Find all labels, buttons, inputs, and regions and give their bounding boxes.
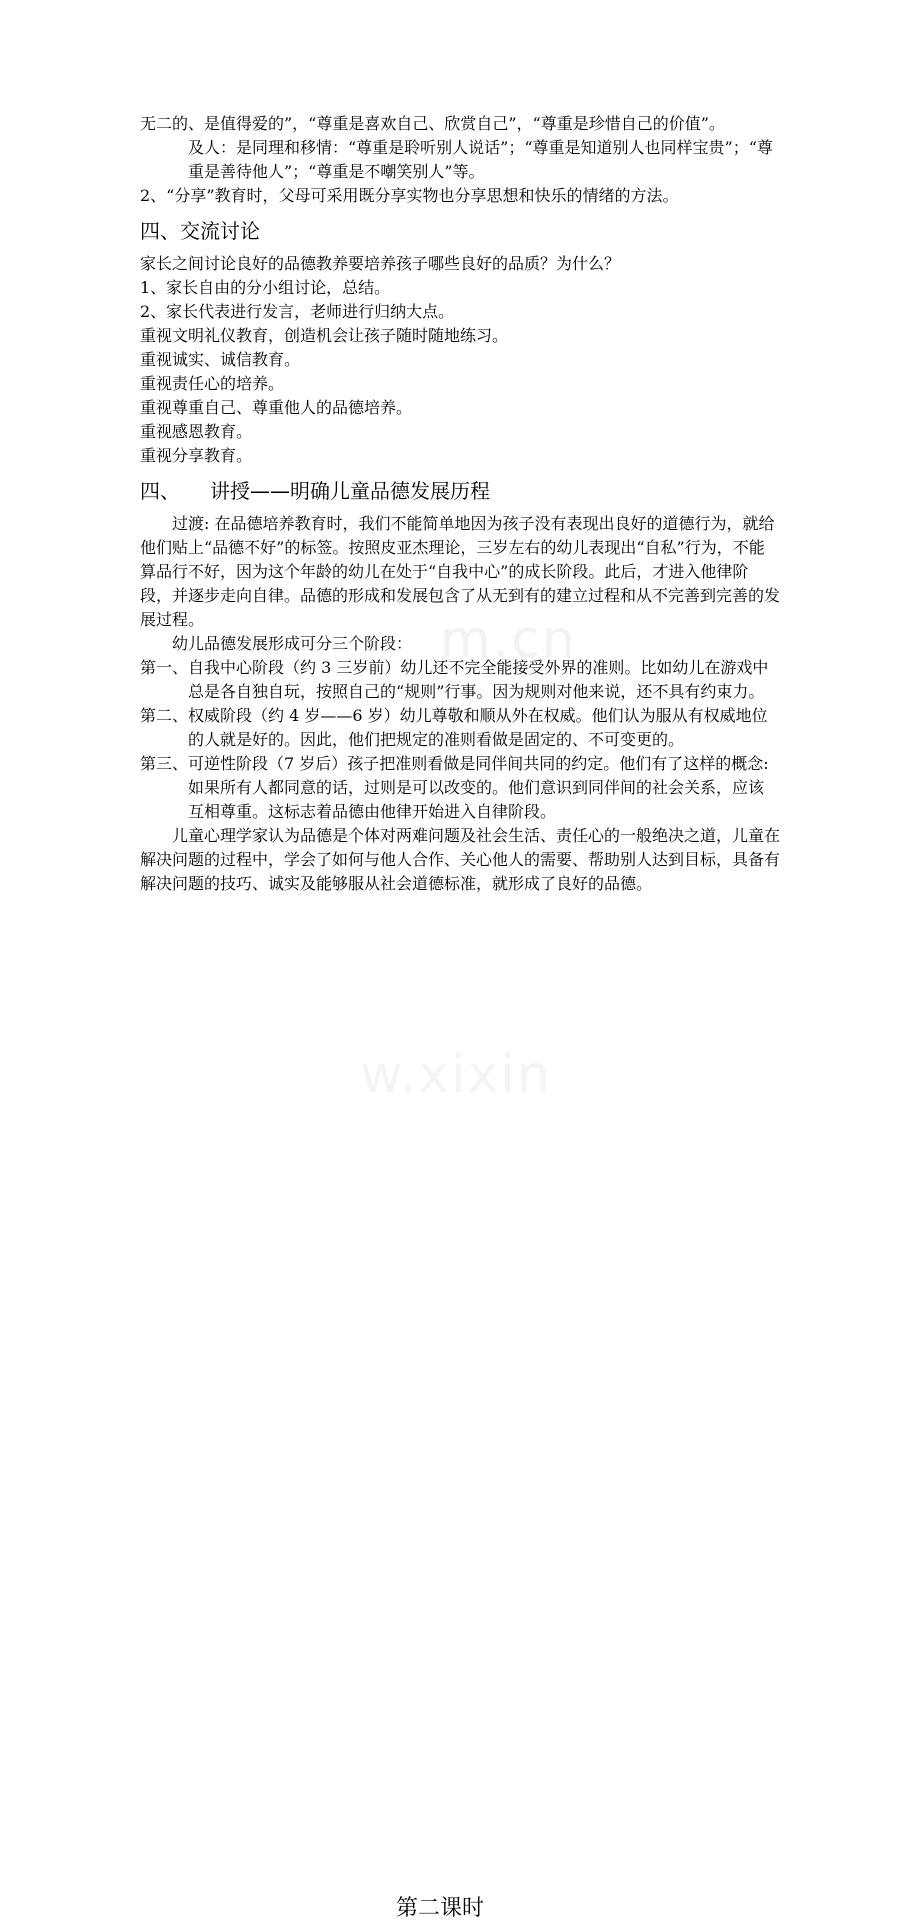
stage-1-label: 第一、: [140, 658, 189, 677]
document-content: [140, 112, 780, 896]
paragraph-sharing: 2、“分享”教育时，父母可采用既分享实物也分享思想和快乐的情绪的方法。: [140, 186, 679, 205]
section-heading-lecture-number: 四、: [140, 479, 180, 503]
paragraph-stages-intro: 幼儿品德发展形成可分三个阶段：: [172, 634, 413, 653]
paragraph-conclusion: 儿童心理学家认为品德是个体对两难问题及社会生活、责任心的一般绝决之道，儿童在解决问题的过程中，学会了如何与他人合作、关心他人的需要、帮助别人达到目标，具备有解决问题的技巧、诚实及能够服从社会道德标准，就形成了良好的品德。: [140, 826, 781, 893]
discussion-step-1: 1、家长自由的分小组讨论，总结。: [140, 278, 391, 297]
point-respect: 重视尊重自己、尊重他人的品德培养。: [140, 398, 413, 417]
paragraph-respect-self: 无二的、是值得爱的”，“尊重是喜欢自己、欣赏自己”，“尊重是珍惜自己的价值”。: [140, 114, 725, 133]
section-heading-lecture: [140, 476, 780, 506]
paragraph-transition: 过渡: 在品德培养教育时，我们不能简单地因为孩子没有表现出良好的道德行为，就给他们贴上“品德不好”的标签。按照皮亚杰理论，三岁左右的幼儿表现出“自私”行为，不能算品行不好，因为这个年龄的幼儿在处于“自我中心”的成长阶段。此后，才进入他律阶段，并逐步走向自律。品德的形成和发展包含了从无到有的建立过程和从不完善到完善的发展过程。: [140, 514, 781, 629]
stage-3: [140, 752, 780, 824]
section-heading-lecture-text: 讲授——明确儿童品德发展历程: [210, 479, 490, 503]
discussion-step-2: 2、家长代表进行发言，老师进行归纳大点。: [140, 302, 455, 321]
discussion-question: 家长之间讨论良好的品德教养要培养孩子哪些良好的品质？为什么？: [140, 254, 621, 273]
stage-3-label: 第三、: [140, 754, 189, 773]
point-responsibility: 重视责任心的培养。: [140, 374, 285, 393]
stage-2-label: 第二、: [140, 706, 189, 725]
point-honesty: 重视诚实、诚信教育。: [140, 350, 301, 369]
paragraph-respect-others: 及人：是同理和移情：“尊重是聆听别人说话”；“尊重是知道别人也同样宝贵”；“尊重是善待他人”；“尊重是不嘲笑别人”等。: [188, 138, 773, 181]
stage-1-text: 自我中心阶段（约 3 三岁前）幼儿还不完全能接受外界的准则。比如幼儿在游戏中总是各自独自玩，按照自己的“规则”行事。因为规则对他来说，还不具有约束力。: [188, 658, 769, 701]
point-gratitude: 重视感恩教育。: [140, 422, 253, 441]
second-lesson-title: 第二课时: [395, 1896, 484, 1921]
stage-2: [140, 704, 780, 752]
stage-3-text: 可逆性阶段（7 岁后）孩子把准则看做是同伴间共同的约定。他们有了这样的概念: 如果所有人都同意的话，过则是可以改变的。他们意识到同伴间的社会关系，应该互相尊重。这标志着品德由他律开始进入自律阶段。: [188, 754, 769, 821]
point-sharing: 重视分享教育。: [140, 446, 253, 465]
stage-2-text: 权威阶段（约 4 岁——6 岁）幼儿尊敬和顺从外在权威。他们认为服从有权威地位的人就是好的。因此，他们把规定的准则看做是固定的、不可变更的。: [188, 706, 768, 749]
watermark-text-2: w.xixin: [360, 1045, 552, 1105]
stage-1: [140, 656, 780, 704]
section-heading-discussion: 四、交流讨论: [140, 219, 260, 243]
point-etiquette: 重视文明礼仪教育，创造机会让孩子随时随地练习。: [140, 326, 509, 345]
watermark-text: m.cn: [440, 610, 577, 670]
